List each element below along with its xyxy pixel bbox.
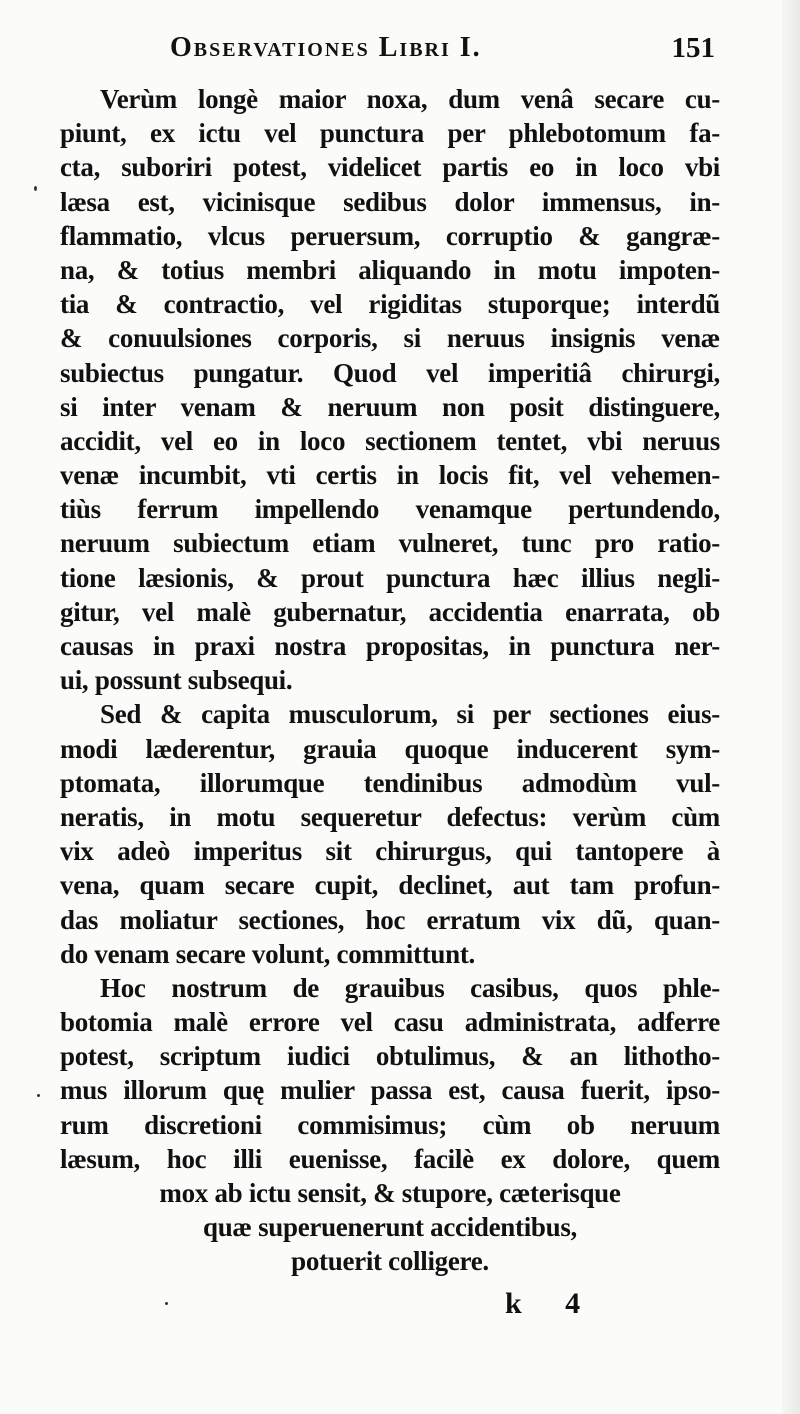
text-line: tione læsionis, & prout punctura hæc illius negli- (60, 562, 720, 593)
text-line: Hoc nostrum de grauibus casibus, quos phle- (100, 972, 720, 1003)
text-line: causas in praxi nostra propositas, in punctura ner- (60, 631, 720, 661)
ink-speck (34, 186, 37, 191)
text-line-centered: mox ab ictu sensit, & stupore, cæterisque (159, 1178, 621, 1208)
text-line: piunt, ex ictu vel punctura per phlebotomum fa- (60, 118, 720, 149)
text-line: do venam secare volunt, committunt. (60, 938, 475, 969)
text-line: tia & contractio, vel rigiditas stuporque; interdũ (60, 289, 720, 320)
ink-speck (165, 1302, 168, 1305)
text-line: potest, scriptum iudici obtulimus, & an lithotho- (60, 1041, 720, 1072)
page-header (170, 32, 715, 72)
text-line: tiùs ferrum impellendo venamque pertundendo, (60, 494, 720, 525)
text-line: botomia malè errore vel casu administrata, adferre (60, 1007, 720, 1038)
text-line: læsa est, vicinisque sedibus dolor immensus, in- (60, 186, 720, 217)
text-line: & conuulsiones corporis, si neruus insignis venæ (60, 323, 720, 354)
text-line: vena, quam secare cupit, declinet, aut tam profun- (60, 870, 720, 901)
text-line: subiectus pungatur. Quod vel imperitiâ chirurgi, (60, 357, 720, 388)
text-line-centered: quæ superuenerunt accidentibus, (202, 1212, 577, 1243)
text-line: accidit, vel eo in loco sectionem tentet, vbi neruus (60, 425, 720, 456)
text-line-centered: potuerit colligere. (291, 1246, 489, 1277)
text-line: mus illorum quę mulier passa est, causa fuerit, ipso- (60, 1075, 720, 1106)
text-line: das moliatur sectiones, hoc erratum vix dũ, quan- (60, 904, 720, 935)
text-line: si inter venam & neruum non posit distinguere, (60, 391, 720, 422)
text-line: flammatio, vlcus peruersum, corruptio & gangræ- (60, 220, 720, 251)
text-line: cta, suboriri potest, videlicet partis eo in loco vbi (60, 152, 720, 183)
signature-mark: k 4 (505, 1287, 599, 1320)
text-line: rum discretioni commisimus; cùm ob neruum (60, 1109, 720, 1140)
body-text (60, 82, 720, 1279)
page-number: 151 (671, 32, 715, 64)
page-edge (782, 0, 800, 1414)
text-line: venæ incumbit, vti certis in locis fit, vel vehemen- (60, 460, 720, 491)
text-line: modi læderentur, grauia quoque inducerent sym- (60, 733, 720, 764)
text-line: gitur, vel malè gubernatur, accidentia enarrata, ob (60, 596, 720, 627)
text-line: ui, possunt subsequi. (60, 665, 293, 696)
text-line: na, & totius membri aliquando in motu impoten- (60, 254, 720, 285)
text-line: neruum subiectum etiam vulneret, tunc pro ratio- (60, 528, 720, 559)
text-line: Verùm longè maior noxa, dum venâ secare cu- (100, 84, 720, 114)
running-head: Observationes Libri I. (170, 32, 482, 63)
text-line: neratis, in motu sequeretur defectus: verùm cùm (60, 801, 720, 832)
text-line: ptomata, illorumque tendinibus admodùm vul- (60, 767, 720, 798)
ink-speck (37, 1094, 40, 1097)
text-line: vix adeò imperitus sit chirurgus, qui tantopere à (60, 836, 720, 867)
text-line: læsum, hoc illi euenisse, facilè ex dolore, quem (60, 1143, 720, 1174)
text-line: Sed & capita musculorum, si per sectiones eius- (100, 699, 720, 730)
